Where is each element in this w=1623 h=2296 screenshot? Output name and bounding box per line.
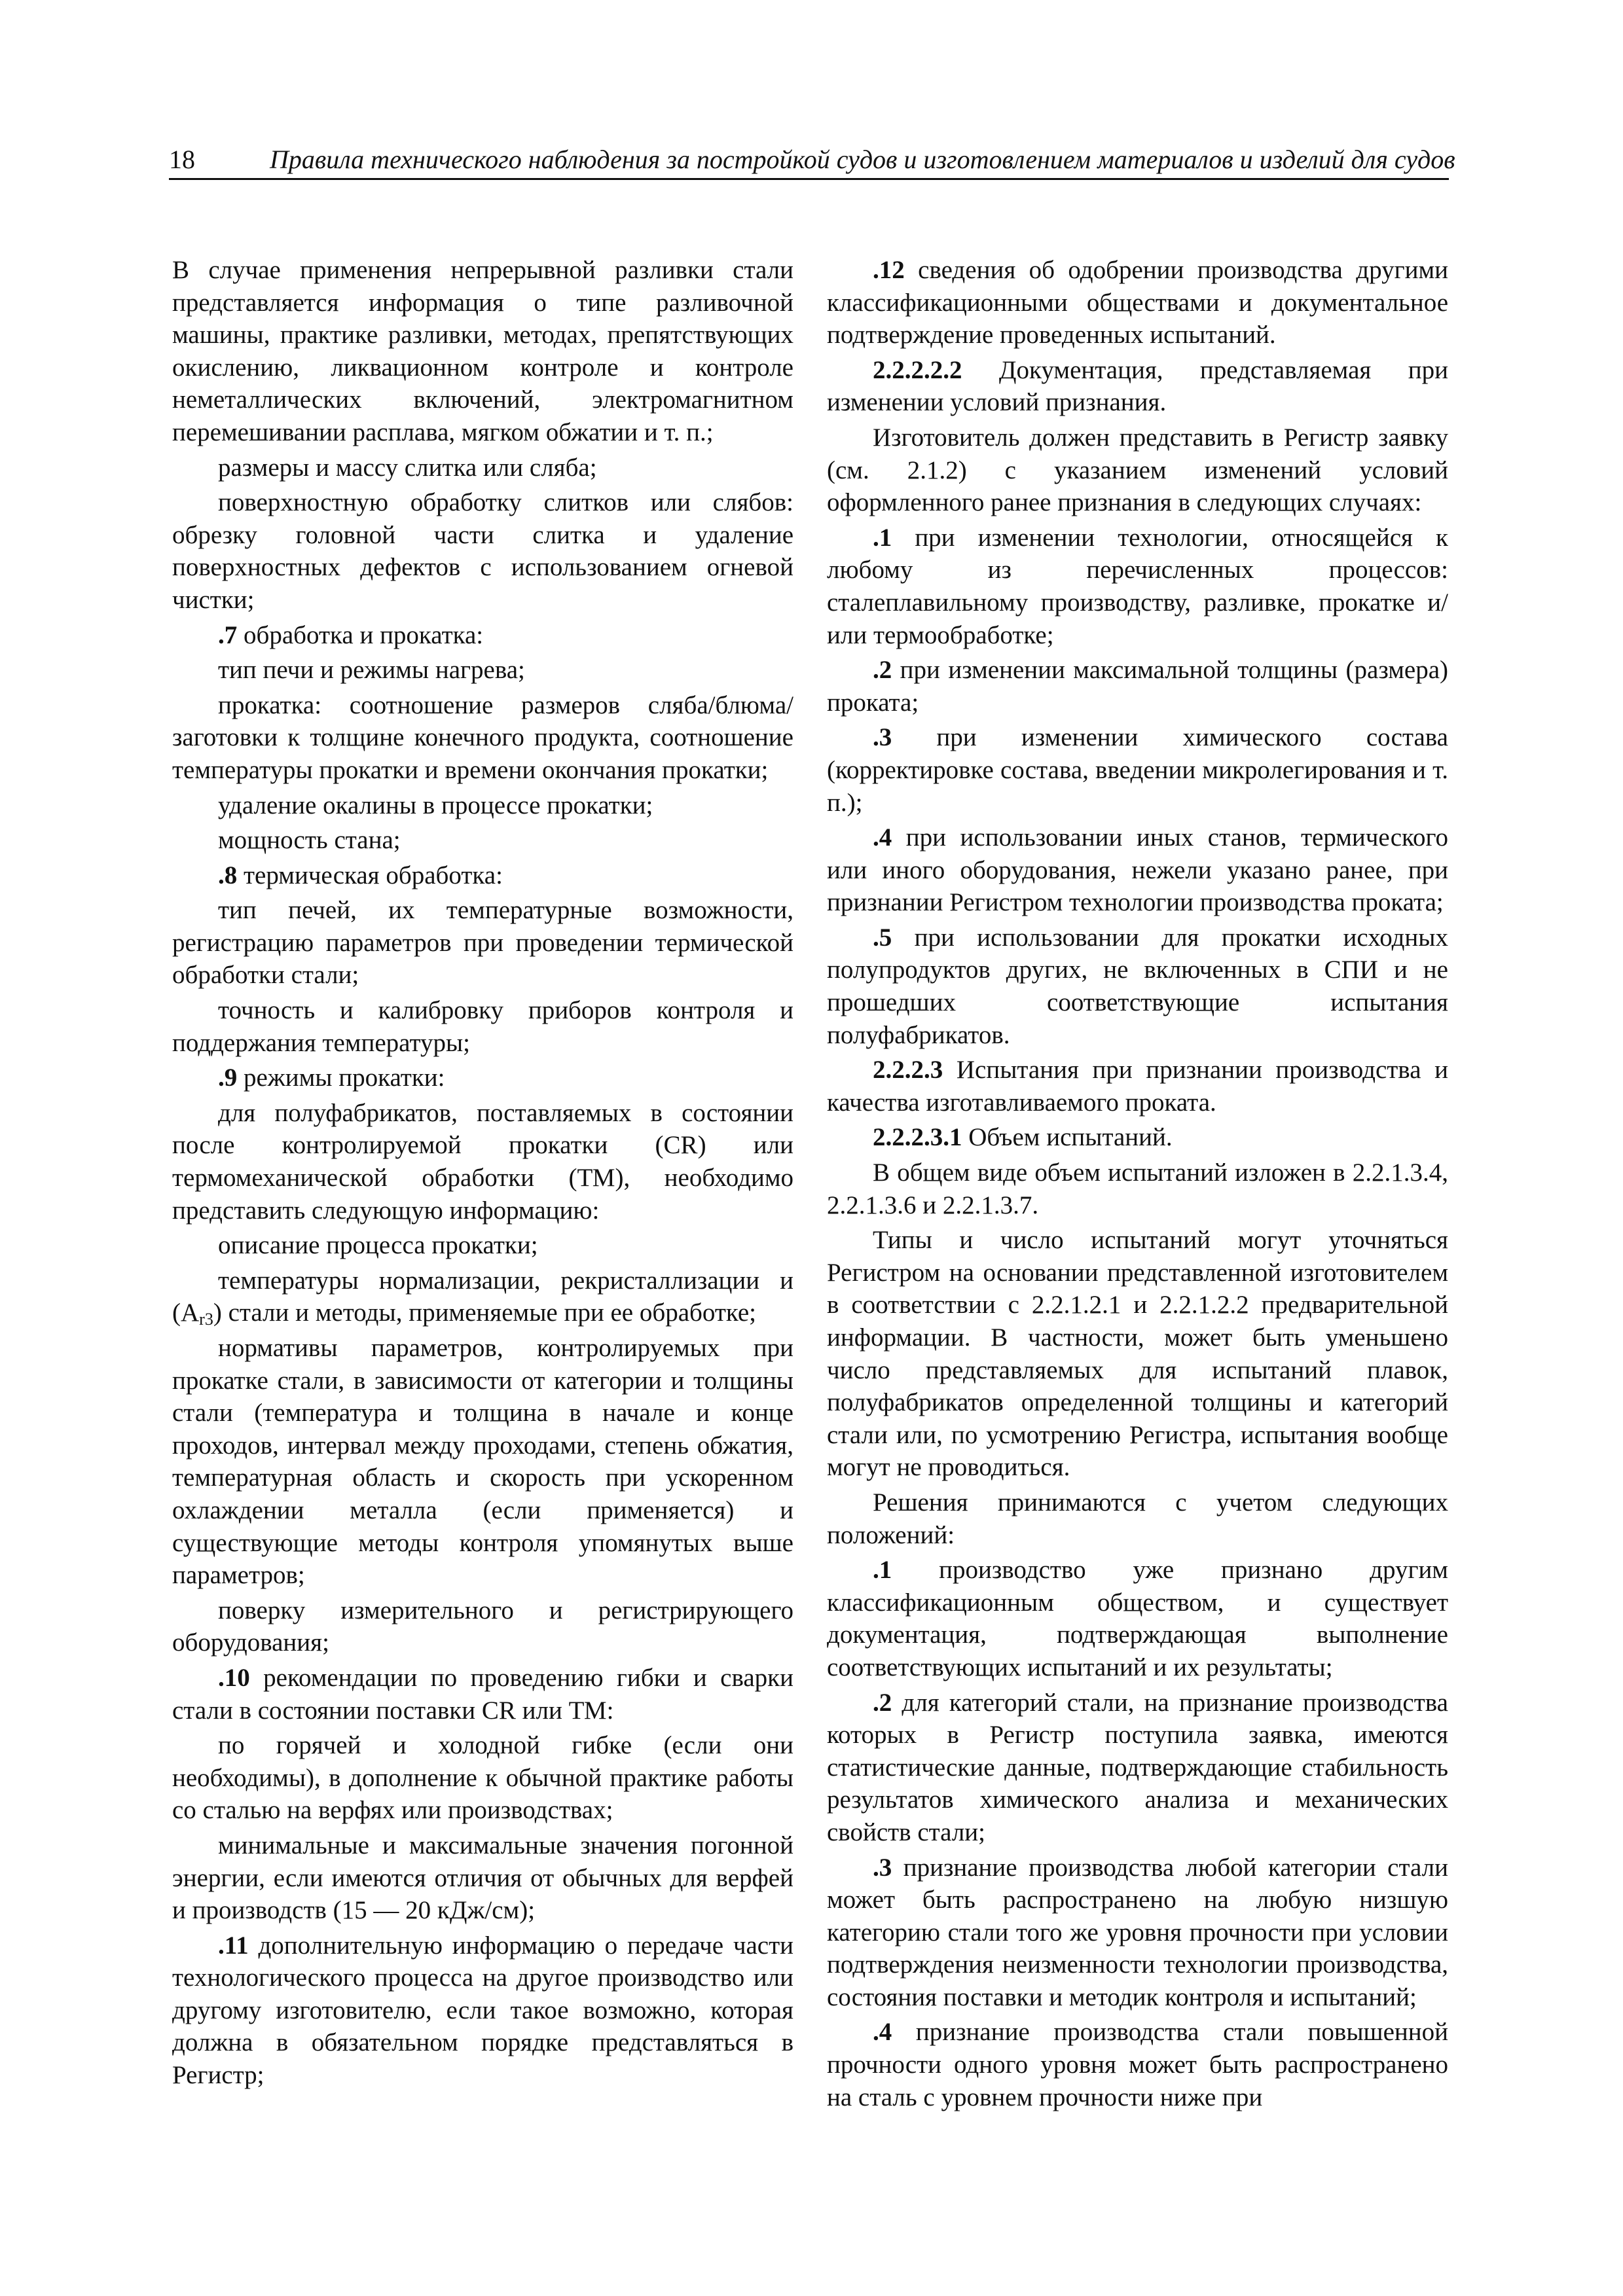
item-number: .5 [873, 923, 892, 952]
list-item [827, 922, 1448, 1051]
paragraph: поверку измерительного и регистрирующего оборудования; [172, 1596, 793, 1657]
paragraph [172, 1265, 793, 1329]
list-item [827, 1687, 1448, 1849]
paragraph: описание процесса прокатки; [218, 1231, 538, 1260]
paragraph: нормативы параметров, контролируемых при прокатке стали, в зависимости от категории и толщины стали (температура и толщина в начале и конце проходов, интервал между проходами, степень обжатия, температурная область и скорость при ускоренном охлаждении металла (если применяется) и существующие методы контроля упомянутых выше параметров; [172, 1334, 793, 1590]
list-item [827, 721, 1448, 819]
item-number: .1 [873, 523, 892, 552]
left-column [172, 254, 793, 2092]
section-text: Объем испытаний. [962, 1123, 1173, 1152]
paragraph: для полуфабрикатов, поставляемых в состоянии после контролируемой прокатки (CR) или термомеханической обработки (ТМ), необходимо представить следующую информацию: [172, 1098, 793, 1225]
list-item [827, 254, 1448, 351]
item-text: производство уже признано другим классификационным обществом, и существует документация, подтверждающая выполнение соответствующих испытаний и их результаты; [827, 1556, 1448, 1681]
right-column [827, 254, 1448, 2113]
paragraph: мощность стана; [218, 826, 401, 855]
section-number: 2.2.2.3.1 [873, 1123, 962, 1152]
section-heading [827, 354, 1448, 419]
list-item [172, 859, 793, 892]
paragraph: точность и калибровку приборов контроля и поддержания температуры; [172, 996, 793, 1057]
list-item [172, 1062, 793, 1094]
paragraph: Типы и число испытаний могут уточняться Регистром на основании представленной изготовителем в соответствии с 2.2.1.2.1 и 2.2.1.2.2 предварительной информации. В частности, может быть уменьшено число представляемых для испытаний плавок, полуфабрикатов определенной толщины и категорий стали или, по усмотрению Регистра, испытания вообще могут не проводиться. [827, 1226, 1448, 1482]
paragraph: по горячей и холодной гибке (если они необходимы), в дополнение к обычной практике работы со сталью на верфях или производствах; [172, 1731, 793, 1825]
paragraph: Изготовитель должен представить в Регистр заявку (см. 2.1.2) с указанием изменений условий оформленного ранее признания в следующих случаях: [827, 423, 1448, 517]
item-number: .1 [873, 1556, 892, 1585]
item-text: сведения об одобрении производства другими классификационными обществами и документальное подтверждение проведенных испытаний. [827, 256, 1448, 350]
paragraph: удаление окалины в процессе прокатки; [218, 791, 653, 819]
list-item [827, 821, 1448, 919]
section-text: Документация, представляемая при изменении условий признания. [827, 355, 1448, 417]
paragraph: В общем виде объем испытаний изложен в 2.2.1.3.4, 2.2.1.3.6 и 2.2.1.3.7. [827, 1158, 1448, 1219]
header-rule [169, 178, 1449, 180]
paragraph: минимальные и максимальные значения погонной энергии, если имеются отличия от обычных для верфей и производств (15 — 20 кДж/см); [172, 1831, 793, 1925]
item-text: при изменении технологии, относящейся к любому из перечисленных процессов: сталеплавильному производству, разливке, прокатке и/или термообработке; [827, 523, 1448, 649]
item-number: .10 [218, 1663, 250, 1692]
paragraph: тип печей, их температурные возможности, регистрацию параметров при проведении термической обработки стали; [172, 896, 793, 990]
item-number: .4 [873, 823, 892, 852]
list-item [827, 1554, 1448, 1683]
section-number: 2.2.2.2.2 [873, 355, 962, 384]
item-number: .9 [218, 1064, 238, 1092]
list-item [827, 1852, 1448, 2014]
item-text: при использовании для прокатки исходных полупродуктов других, не включенных в СПИ и не прошедших соответствующие испытания полуфабрикатов. [827, 923, 1448, 1049]
list-item [172, 619, 793, 652]
paragraph: размеры и массу слитка или сляба; [218, 453, 597, 482]
list-item [827, 522, 1448, 651]
item-number: .7 [218, 620, 238, 649]
item-text: обработка и прокатка: [237, 620, 484, 649]
running-title: Правила технического наблюдения за постройкой судов и изготовлением материалов и изделий для судов [270, 145, 1455, 174]
section-text: Испытания при признании производства и качества изготавливаемого проката. [827, 1056, 1448, 1117]
section-heading [827, 1054, 1448, 1119]
section-heading [827, 1121, 1448, 1154]
list-item [172, 1929, 793, 2092]
item-text: признание производства любой категории стали может быть распространено на любую низшую категорию стали того же уровня прочности при условии подтверждения неизменности технологии производства, состояния поставки и методик контроля и испытаний; [827, 1853, 1448, 2011]
item-number: .8 [218, 861, 238, 889]
item-text: термическая обработка: [237, 861, 503, 889]
item-number: .2 [873, 656, 892, 685]
subscript: r3 [199, 1310, 213, 1329]
item-text: при изменении химического состава (корректировке состава, введении микролегирования и т. п.); [827, 723, 1448, 817]
item-number: .2 [873, 1688, 892, 1717]
page-number: 18 [169, 145, 195, 174]
item-text: при использовании иных станов, термического или иного оборудования, нежели указано ранее, при признании Регистром технологии производства проката; [827, 823, 1448, 917]
item-number: .3 [873, 723, 892, 752]
paragraph: тип печи и режимы нагрева; [218, 656, 525, 685]
paragraph: поверхностную обработку слитков или слябов: обрезку головной части слитка и удаление поверхностных дефектов с использованием огневой чистки; [172, 488, 793, 614]
item-text: для категорий стали, на признание производства которых в Регистр поступила заявка, имеются статистические данные, подтверждающие стабильность результатов химического анализа и механических свойств стали; [827, 1688, 1448, 1846]
list-item [827, 654, 1448, 719]
item-number: .11 [218, 1931, 249, 1960]
paragraph: В случае применения непрерывной разливки стали представляется информация о типе разливочной машины, практике разливки, методах, препятствующих окислению, ликвационном контроле и контроле неметаллических включений, электромагнитном перемешивании расплава, мягком обжатии и т. п.; [172, 256, 793, 446]
item-number: .4 [873, 2018, 892, 2047]
item-text: при изменении максимальной толщины (размера) проката; [827, 656, 1448, 717]
item-text: режимы прокатки: [237, 1064, 445, 1092]
item-text: рекомендации по проведению гибки и сварки стали в состоянии поставки CR или ТМ: [172, 1663, 793, 1725]
item-text: признание производства стали повышенной прочности одного уровня может быть распространено на сталь с уровнем прочности ниже при [827, 2018, 1448, 2111]
section-number: 2.2.2.3 [873, 1056, 943, 1085]
paragraph: прокатка: соотношение размеров сляба/блюма/заготовки к толщине конечного продукта, соотношение температуры прокатки и времени окончания прокатки; [172, 691, 793, 784]
item-number: .3 [873, 1853, 892, 1882]
text-part: температуры нормализации, рекристаллизации и (A [172, 1266, 793, 1327]
list-item [827, 2016, 1448, 2113]
item-number: .12 [873, 256, 905, 284]
list-item [172, 1662, 793, 1727]
paragraph: Решения принимаются с учетом следующих положений: [827, 1488, 1448, 1549]
text-part: ) стали и методы, применяемые при ее обработке; [213, 1299, 756, 1327]
item-text: дополнительную информацию о передаче части технологического процесса на другое производство или другому изготовителю, если такое возможно, которая должна в обязательном порядке представляться в Регистр; [172, 1931, 793, 2090]
